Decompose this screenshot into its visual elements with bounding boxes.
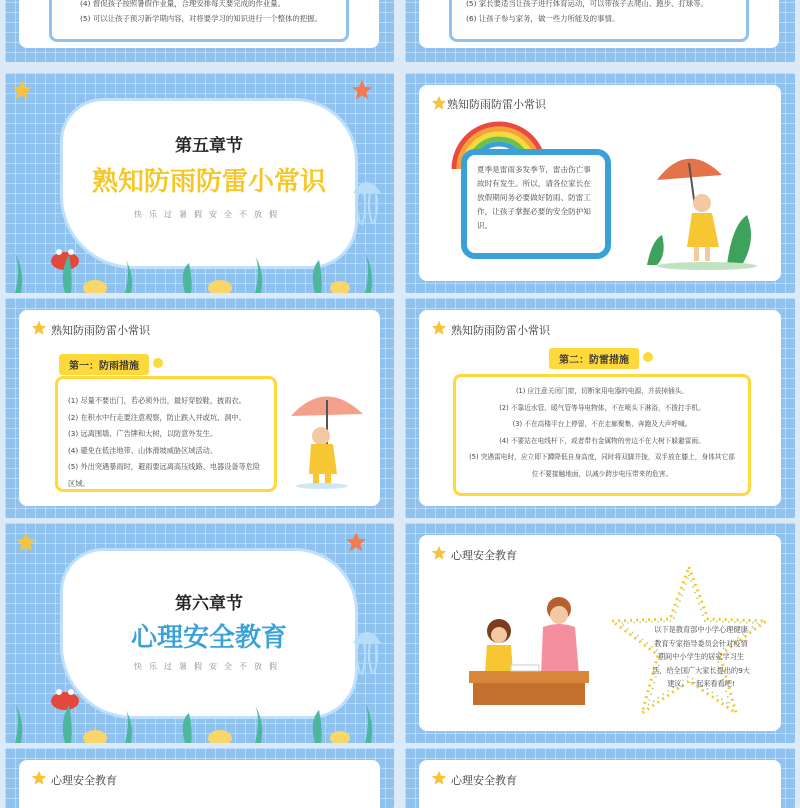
list-item: (3) 远离围墙、广告牌和大树，以防意外发生。 — [68, 429, 218, 438]
slide-7-cover[interactable] — [5, 523, 394, 743]
slide-heading: 心理安全教育 — [451, 549, 517, 562]
slide-heading: 心理安全教育 — [451, 774, 517, 787]
seaweed-icon — [5, 698, 394, 743]
chapter-subtitle: 快乐过暑假安全不放假 — [134, 662, 284, 671]
list-item: (4) 督促孩子按照暑假作业量，合理安排每天要完成的作业量。 — [80, 0, 285, 8]
girl-umbrella-illustration — [647, 145, 767, 270]
list-item: (3) 不在高楼平台上停留，不在走廊聚集、奔跑及大声呼喊。 — [512, 420, 692, 428]
starfish-icon — [11, 79, 33, 101]
slide-card — [19, 310, 380, 506]
slide-card — [419, 85, 781, 281]
chapter-number: 第五章节 — [175, 136, 243, 156]
slide-1-card — [19, 0, 379, 48]
slide-heading: 熟知防雨防雷小常识 — [451, 324, 550, 337]
list-item: (2) 在积水中行走要注意观察，防止跌入井或坑、洞中。 — [68, 412, 246, 422]
seaweed-icon — [5, 248, 394, 293]
list-item: (1) 尽量不要出门，若必须外出，最好穿胶鞋，披雨衣。 — [68, 396, 246, 405]
info-text: 以下是教育部中小学心理健康教育专家指导委员会针对疫情期间中小学生的居家学习生活，给全国广大家长提出的9大建议，一起来看看吧! — [651, 625, 750, 688]
slide-1[interactable] — [5, 0, 394, 62]
list-box — [49, 0, 349, 42]
slide-9[interactable] — [5, 748, 394, 808]
section-label: 第一：防雨措施 — [59, 354, 149, 375]
list-box — [453, 374, 751, 496]
slide-heading: 熟知防雨防雷小常识 — [447, 98, 546, 111]
slide-8[interactable] — [405, 523, 795, 743]
slide-card — [419, 760, 781, 808]
slide-2-card — [419, 0, 779, 48]
list-box — [449, 0, 749, 42]
slide-heading: 熟知防雨防雷小常识 — [51, 324, 150, 337]
jellyfish-icon — [350, 173, 384, 233]
list-item: (4) 避免在低洼地带、山体滑坡威胁区域活动。 — [68, 445, 218, 455]
list-item: (2) 不靠近水管、暖气管等导电物体，不在喷头下淋浴，不拨打手机。 — [499, 403, 705, 412]
list-item: (6) 让孩子参与家务，做一些力所能及的事情。 — [466, 14, 620, 23]
jellyfish-icon — [350, 623, 384, 683]
mother-child-reading-illustration — [459, 585, 599, 710]
star-icon — [431, 770, 447, 786]
starfish-icon — [15, 531, 37, 553]
list-item: (1) 应注意关闭门窗，切断家用电器的电源，并拔掉插头。 — [515, 387, 689, 395]
slide-5[interactable] — [5, 298, 394, 518]
slide-heading: 心理安全教育 — [51, 774, 117, 787]
star-icon — [31, 770, 47, 786]
info-text: 夏季是雷雨多发季节，雷击伤亡事故时有发生。所以，请各位家长在放假期间务必要做好防雨、防雷工作，让孩子掌握必要的安全防护知识。 — [477, 165, 591, 230]
section-label: 第二：防雷措施 — [549, 348, 639, 369]
chapter-number: 第六章节 — [175, 594, 243, 614]
chapter-title: 熟知防雨防雷小常识 — [91, 167, 326, 197]
slide-card — [419, 535, 781, 731]
list-item: (5) 家长要适当让孩子进行体育运动，可以带孩子去爬山、跑步、打球等。 — [466, 0, 708, 8]
slide-4[interactable] — [405, 73, 795, 293]
list-box — [55, 376, 277, 492]
chapter-subtitle: 快乐过暑假安全不放假 — [134, 210, 284, 219]
slide-10[interactable] — [405, 748, 795, 808]
slide-card — [419, 310, 781, 506]
star-icon — [431, 545, 447, 561]
star-icon — [31, 320, 47, 336]
info-box — [461, 149, 611, 259]
star-icon — [431, 320, 447, 336]
star-icon — [431, 95, 447, 111]
list-item: (4) 不要站在电线杆下，或者带有金属物的旁边不在大树下躲避雷雨。 — [499, 436, 705, 445]
slide-6[interactable] — [405, 298, 795, 518]
starfish-icon — [345, 531, 367, 553]
list-item: (5) 可以让孩子预习新学期内容，对将要学习的知识进行一个整体的把握。 — [80, 14, 322, 23]
chapter-title: 心理安全教育 — [130, 623, 287, 653]
slide-2[interactable] — [405, 0, 795, 62]
starfish-icon — [351, 79, 373, 101]
list-item: (5) 突遇雷电时，应立即下蹲降低自身高度，同时将双脚并拢，双手放在膝上，身体其它部位不要接触地面，以减少跨步电压带来的危害。 — [469, 453, 735, 478]
list-item: (5) 外出突遇暴雨时，避雨要远离高压线路、电器设备等危险区域。 — [68, 462, 261, 488]
slide-3-cover[interactable] — [5, 73, 394, 293]
child-umbrella-illustration — [287, 386, 367, 491]
slide-card — [19, 760, 380, 808]
